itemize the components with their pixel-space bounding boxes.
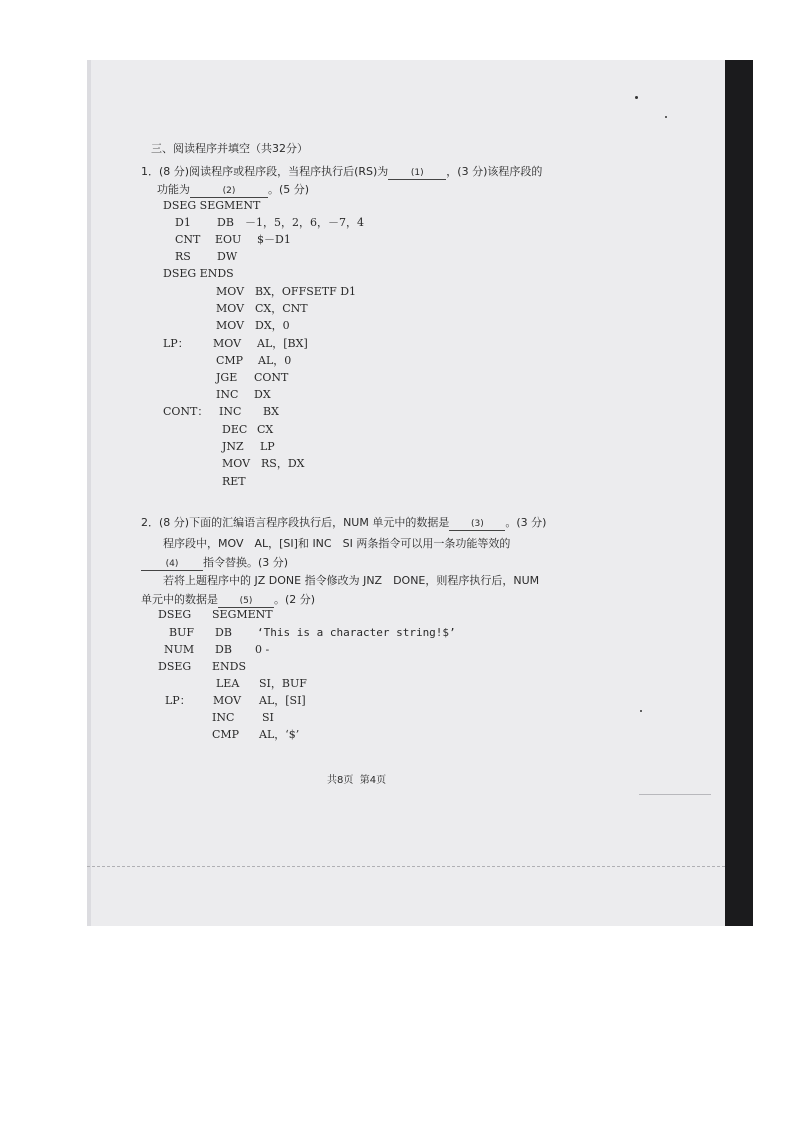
code-opcode: INC <box>216 388 239 401</box>
code-label: LP： <box>165 694 191 707</box>
answer-blank-3[interactable]: (3) <box>449 519 505 531</box>
code-opcode: CMP <box>216 354 244 367</box>
code-operands: AL，‘$’ <box>259 728 300 741</box>
code-operands: SI，BUF <box>259 677 307 690</box>
scan-speck <box>665 116 667 118</box>
code-label: BUF <box>169 626 194 639</box>
question-2-points: 。(3 分) <box>505 516 547 529</box>
question-1-function-label: 功能为 <box>157 183 190 196</box>
code-operands: －1，5，2，6，－7，4 <box>245 216 364 229</box>
code-opcode: CMP <box>212 728 240 741</box>
code-opcode: JNZ <box>222 440 244 453</box>
code-operands: DX <box>254 388 271 401</box>
code-opcode: MOV <box>216 319 245 332</box>
code-label: DSEG SEGMENT <box>163 199 261 212</box>
code-opcode: DB <box>215 626 232 639</box>
question-1-text-cont: ，(3 分)该程序段的 <box>446 165 543 178</box>
question-2-line-4: 若将上题程序中的 JZ DONE 指令修改为 JNZ DONE，则程序执行后，NUM <box>163 574 540 587</box>
question-1-line-1 <box>141 165 542 180</box>
code-operands: RS，DX <box>261 457 305 470</box>
question-1-points: 。(5 分) <box>268 183 310 196</box>
question-2-line-2: 程序段中，MOV AL，[SI]和 INC SI 两条指令可以用一条功能等效的 <box>163 537 511 550</box>
code-opcode: DEC <box>222 423 248 436</box>
scan-left-shadow <box>87 60 91 926</box>
code-opcode: INC <box>219 405 242 418</box>
code-label: NUM <box>164 643 195 656</box>
margin-rule <box>639 794 711 795</box>
code-label: DSEG ENDS <box>163 267 234 280</box>
code-operands: AL，[SI] <box>259 694 306 707</box>
code-opcode: MOV <box>213 337 242 350</box>
answer-blank-5[interactable]: (5) <box>218 596 274 608</box>
code-label: D1 <box>175 216 191 229</box>
section-title: 三、阅读程序并填空（共32分） <box>151 142 308 155</box>
code-opcode: LEA <box>216 677 240 690</box>
scan-fold-line <box>87 866 725 867</box>
answer-blank-4[interactable]: (4) <box>141 559 203 571</box>
code-operands: BX <box>263 405 279 418</box>
question-2-line-1 <box>141 516 546 531</box>
scanned-page <box>87 60 753 926</box>
question-2-unit-text: 单元中的数据是 <box>141 593 218 606</box>
answer-blank-1[interactable]: (1) <box>388 168 446 180</box>
code-label: LP： <box>163 337 189 350</box>
code-operands: ‘This is a character string!$’ <box>257 626 456 639</box>
code-opcode: DW <box>217 250 238 263</box>
question-2-points-5: 。(2 分) <box>274 593 316 606</box>
code-operands: AL，[BX] <box>257 337 308 350</box>
code-operands: AL，0 <box>258 354 292 367</box>
question-1-text: 1．(8 分)阅读程序或程序段，当程序执行后(RS)为 <box>141 165 389 178</box>
scan-dark-edge <box>725 60 753 926</box>
code-label: CONT： <box>163 405 209 418</box>
code-opcode: RET <box>222 475 246 488</box>
question-2-replace-text: 指令替换。(3 分) <box>203 556 289 569</box>
code-opcode: MOV <box>222 457 251 470</box>
code-opcode: MOV <box>216 302 245 315</box>
code-opcode: ENDS <box>212 660 247 673</box>
code-operands: BX，OFFSETF D1 <box>255 285 357 298</box>
code-operands: CX <box>257 423 274 436</box>
scan-speck <box>640 710 642 712</box>
code-operands: SI <box>262 711 274 724</box>
code-opcode: MOV <box>213 694 242 707</box>
question-2-text: 2．(8 分)下面的汇编语言程序段执行后，NUM 单元中的数据是 <box>141 516 450 529</box>
code-opcode: INC <box>212 711 235 724</box>
scan-speck <box>635 96 638 99</box>
code-opcode: SEGMENT <box>212 608 273 621</box>
code-operands: CONT <box>254 371 289 384</box>
question-2-line-3 <box>141 556 288 571</box>
question-1-line-2 <box>157 183 309 198</box>
code-opcode: JGE <box>216 371 238 384</box>
answer-blank-2[interactable]: (2) <box>190 186 268 198</box>
code-operands: DX，0 <box>255 319 290 332</box>
code-label: DSEG <box>158 608 192 621</box>
page-number: 共8页 第4页 <box>327 775 387 786</box>
code-label: DSEG <box>158 660 192 673</box>
code-operands: LP <box>260 440 275 453</box>
code-opcode: EOU <box>215 233 242 246</box>
code-label: RS <box>175 250 191 263</box>
question-2-line-5 <box>141 593 315 608</box>
code-opcode: DB <box>215 643 232 656</box>
code-operands: CX，CNT <box>255 302 308 315</box>
code-label: CNT <box>175 233 201 246</box>
code-opcode: MOV <box>216 285 245 298</box>
code-operands: 0 - <box>255 643 270 656</box>
code-operands: $－D1 <box>257 233 291 246</box>
code-opcode: DB <box>217 216 234 229</box>
